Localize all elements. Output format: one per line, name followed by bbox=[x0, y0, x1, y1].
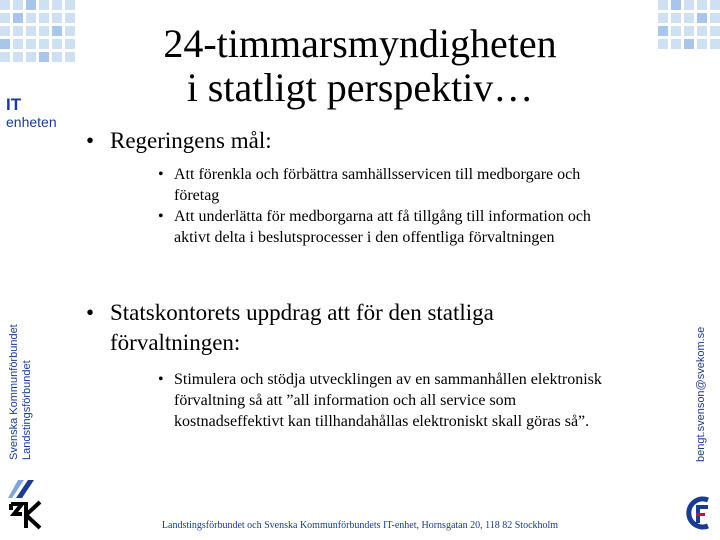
sub-bullet-dot: • bbox=[158, 166, 164, 183]
sub-bullet bbox=[158, 206, 608, 248]
bullet-2 bbox=[86, 298, 596, 358]
sub-bullet-text: Att förenkla och förbättra samhällsservicen till medborgare och företag bbox=[174, 166, 581, 204]
bullet-2-subs bbox=[158, 369, 628, 432]
bullet-dot: • bbox=[86, 300, 95, 325]
footer-text: Landstingsförbundet och Svenska Kommunförbundets IT-enhet, Hornsgatan 20, 118 82 Stockholm bbox=[161, 520, 559, 531]
decorative-tiles-right bbox=[658, 0, 720, 49]
bullet-2-text: Statskontorets uppdrag att för den statliga förvaltningen: bbox=[110, 300, 494, 355]
sub-bullet-text: Att underlätta för medborgarna att få tillgång till information och aktivt delta i beslutsprocesser i den offentliga förvaltningen bbox=[174, 208, 591, 246]
bullet-dot: • bbox=[86, 128, 95, 153]
bullet-1 bbox=[86, 128, 272, 154]
sub-bullet-dot: • bbox=[158, 371, 164, 388]
bullet-1-subs bbox=[158, 164, 608, 248]
side-label-left bbox=[8, 240, 34, 460]
side-left-line2: Landstingsförbundet bbox=[21, 360, 33, 460]
slide-title bbox=[100, 22, 620, 110]
it-enheten-logo bbox=[6, 96, 57, 130]
sub-bullet bbox=[158, 164, 608, 206]
sub-bullet-text: Stimulera och stödja utvecklingen av en sammanhållen elektronisk förvaltning så att ”all information och all service som kostnadseffektivt kan tillhandahållas elektroniskt skall göras så”. bbox=[174, 371, 602, 430]
bullet-1-text: Regeringens mål: bbox=[110, 128, 272, 153]
title-line1: 24-timmarsmyndigheten bbox=[163, 21, 557, 66]
sub-bullet bbox=[158, 369, 628, 432]
sub-bullet-dot: • bbox=[158, 208, 164, 225]
title-line2: i statligt perspektiv… bbox=[186, 65, 534, 110]
side-left-line1: Svenska Kommunförbundet bbox=[8, 324, 20, 460]
side-email: bengt.svenson@svekom.se bbox=[695, 326, 707, 462]
logo-it: IT bbox=[6, 95, 22, 114]
decorative-tiles-left bbox=[0, 0, 75, 62]
logo-enheten: enheten bbox=[6, 114, 57, 130]
